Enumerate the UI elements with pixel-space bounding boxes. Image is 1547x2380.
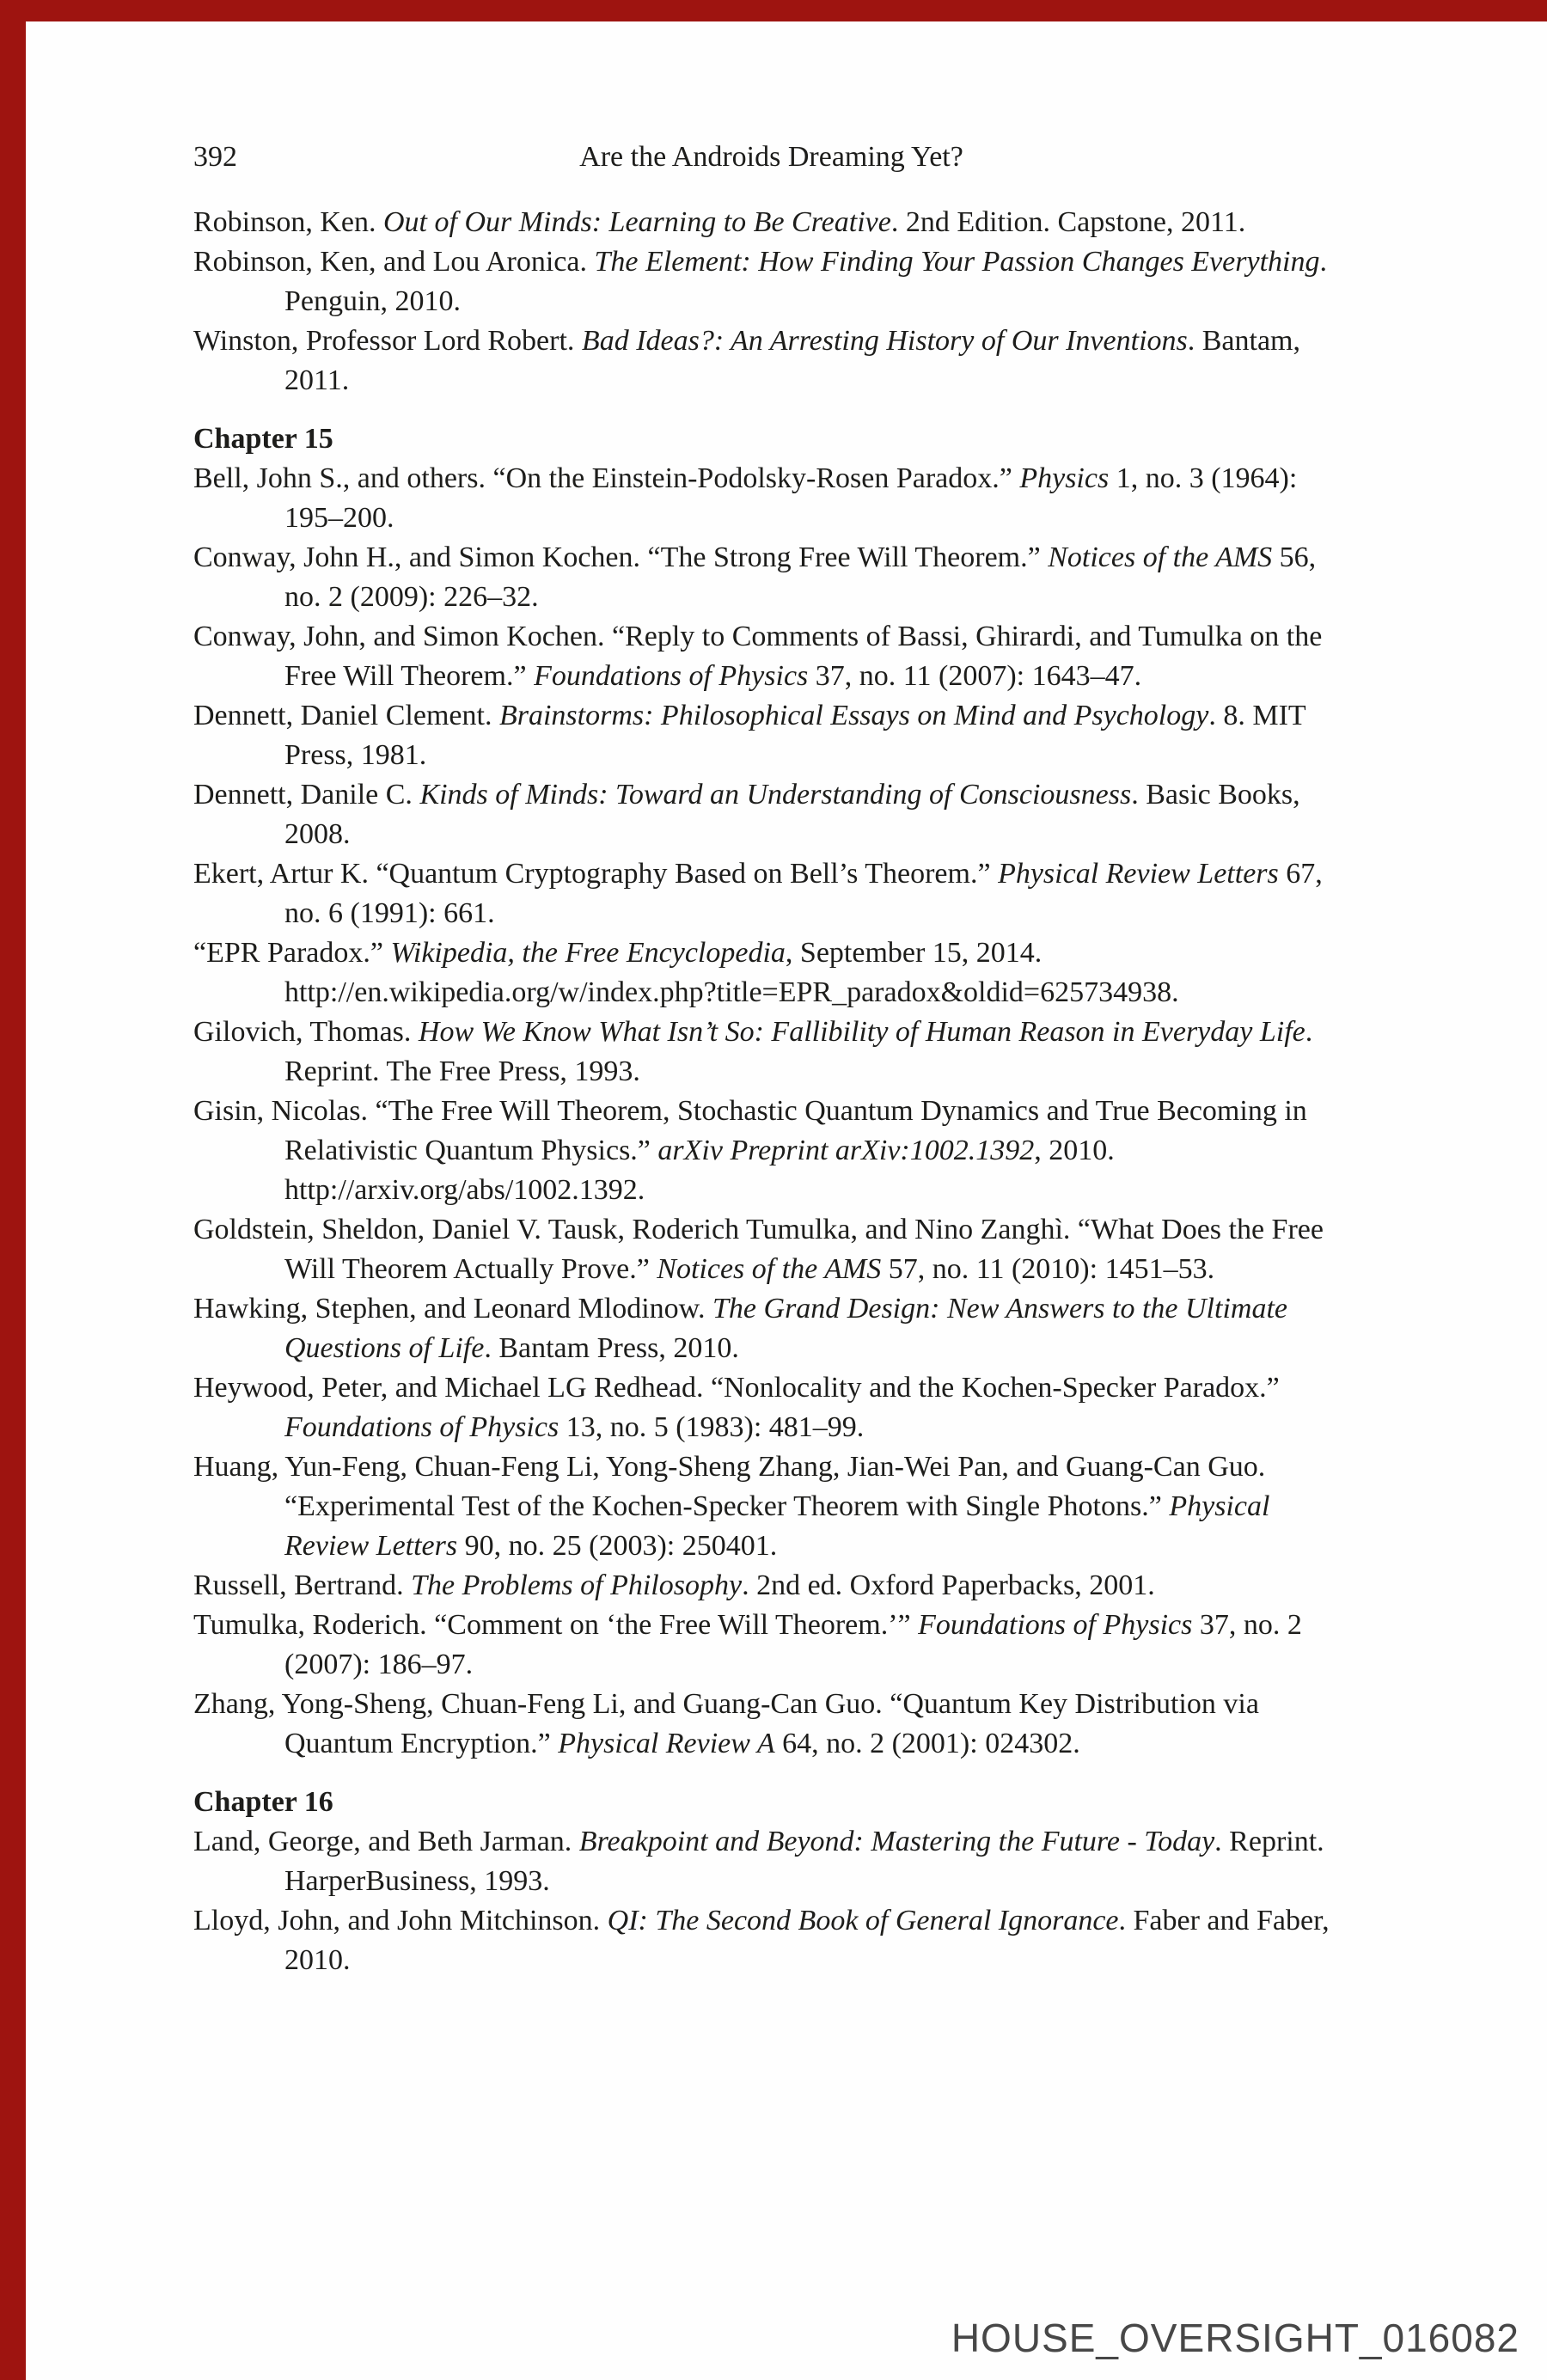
entry-text: 37, no. 11 (2007): 1643–47.	[808, 660, 1142, 692]
entry-text: Conway, John, and Simon Kochen. “Reply to Comments of Bassi, Ghirardi, and Tumulka on the Free Will Theorem.”	[193, 621, 1323, 692]
entry-title-italic: The Element: How Finding Your Passion Changes Everything	[594, 246, 1320, 278]
entry-text: Hawking, Stephen, and Leonard Mlodinow.	[193, 1293, 713, 1325]
bibliography-entry	[193, 1606, 1349, 1685]
entry-text: . 2nd ed. Oxford Paperbacks, 2001.	[742, 1569, 1155, 1601]
watermark-stamp: HOUSE_OVERSIGHT_016082	[951, 2316, 1519, 2360]
entry-title-italic: Breakpoint and Beyond: Mastering the Future - Today	[578, 1826, 1215, 1857]
entry-text: . 2nd Edition. Capstone, 2011.	[890, 206, 1246, 238]
bibliography-entry	[193, 1901, 1349, 1980]
running-title: Are the Androids Dreaming Yet?	[579, 141, 963, 173]
entry-title-italic: Brainstorms: Philosophical Essays on Mind and Psychology	[498, 700, 1209, 731]
chapter-heading: Chapter 15	[193, 423, 333, 455]
bibliography-entry	[193, 1685, 1349, 1764]
bibliography-entry	[193, 696, 1349, 775]
entry-title-italic: Foundations of Physics	[534, 660, 809, 692]
entry-text: Bell, John S., and others. “On the Einstein-Podolsky-Rosen Paradox.”	[193, 462, 1020, 494]
entry-text: Robinson, Ken.	[193, 206, 383, 238]
scan-edge-left	[0, 0, 26, 2380]
page-header	[193, 138, 1349, 177]
entry-text: 56, no. 2 (2009): 226–32.	[284, 541, 1317, 613]
bibliography-entry	[193, 203, 1349, 242]
entry-title-italic: Wikipedia, the Free Encyclopedia	[390, 937, 786, 969]
bibliography-entry	[193, 1210, 1349, 1289]
bibliography-entry	[193, 1822, 1349, 1901]
entry-text: 1, no. 3 (1964): 195–200.	[284, 462, 1298, 534]
entry-title-italic: Foundations of Physics	[284, 1411, 559, 1443]
entry-title-italic: Bad Ideas?: An Arresting History of Our Inventions	[581, 325, 1188, 357]
entry-text: 57, no. 11 (2010): 1451–53.	[881, 1253, 1215, 1285]
entry-text: Ekert, Artur K. “Quantum Cryptography Based on Bell’s Theorem.”	[193, 858, 999, 890]
bibliography-entry	[193, 1566, 1349, 1606]
entry-title-italic: Physical Review Letters	[998, 858, 1279, 890]
entry-text: . Basic Books, 2008.	[284, 779, 1300, 850]
entry-text: . Faber and Faber, 2010.	[284, 1905, 1330, 1976]
entry-text: 64, no. 2 (2001): 024302.	[774, 1728, 1080, 1759]
bibliography-entry	[193, 1013, 1349, 1092]
entry-text: . Bantam, 2011.	[284, 325, 1301, 396]
entry-text: Tumulka, Roderich. “Comment on ‘the Free Will Theorem.’”	[193, 1609, 919, 1641]
bibliography-entry	[193, 1368, 1349, 1447]
entry-text: Zhang, Yong-Sheng, Chuan-Feng Li, and Guang-Can Guo. “Quantum Key Distribution via Quantum Encryption.”	[193, 1688, 1259, 1759]
entry-text: “EPR Paradox.”	[193, 937, 391, 969]
entry-text: Land, George, and Beth Jarman.	[193, 1826, 579, 1857]
bibliography-entry	[193, 321, 1349, 401]
bibliography-entry	[193, 775, 1349, 854]
entry-text: Huang, Yun-Feng, Chuan-Feng Li, Yong-Sheng Zhang, Jian-Wei Pan, and Guang-Can Guo. “Experimental Test of the Kochen-Specker Theorem with Single Photons.”	[193, 1451, 1266, 1522]
entry-text: , 2010. http://arxiv.org/abs/1002.1392.	[284, 1135, 1115, 1206]
entry-text: . Reprint. HarperBusiness, 1993.	[284, 1826, 1324, 1897]
entry-text: Heywood, Peter, and Michael LG Redhead. “Nonlocality and the Kochen-Specker Paradox.”	[193, 1372, 1280, 1404]
entry-text: Gisin, Nicolas. “The Free Will Theorem, Stochastic Quantum Dynamics and True Becoming in Relativistic Quantum Physics.”	[193, 1095, 1307, 1166]
entry-title-italic: The Problems of Philosophy	[411, 1569, 743, 1601]
entry-text: Dennett, Daniel Clement.	[193, 700, 499, 731]
page-content	[193, 138, 1349, 1980]
entry-title-italic: Foundations of Physics	[918, 1609, 1193, 1641]
entry-text: 90, no. 25 (2003): 250401.	[457, 1530, 778, 1562]
chapter-heading: Chapter 16	[193, 1786, 333, 1818]
entry-title-italic: Notices of the AMS	[657, 1253, 882, 1285]
entry-title-italic: The Grand Design: New Answers to the Ultimate Questions of Life	[284, 1293, 1287, 1364]
entry-title-italic: Physical Review A	[558, 1728, 775, 1759]
entry-text: . Reprint. The Free Press, 1993.	[284, 1016, 1313, 1087]
bibliography-entry	[193, 617, 1349, 696]
entry-text: Conway, John H., and Simon Kochen. “The Strong Free Will Theorem.”	[193, 541, 1049, 573]
entry-title-italic: arXiv Preprint arXiv:1002.1392	[657, 1135, 1035, 1166]
entry-text: . Bantam Press, 2010.	[484, 1332, 739, 1364]
bibliography-entry	[193, 242, 1349, 321]
entry-text: , September 15, 2014. http://en.wikipedia.org/w/index.php?title=EPR_paradox&oldid=625734938.	[284, 937, 1179, 1008]
entry-text: Robinson, Ken, and Lou Aronica.	[193, 246, 595, 278]
entry-title-italic: Physical Review Letters	[284, 1490, 1270, 1562]
entry-text: Lloyd, John, and John Mitchinson.	[193, 1905, 608, 1936]
scan-edge-top	[0, 0, 1547, 21]
entry-text: 13, no. 5 (1983): 481–99.	[559, 1411, 865, 1443]
entry-text: Russell, Bertrand.	[193, 1569, 412, 1601]
bibliography	[193, 203, 1349, 1980]
bibliography-entry	[193, 854, 1349, 933]
bibliography-entry	[193, 459, 1349, 538]
bibliography-entry	[193, 1092, 1349, 1210]
entry-text: Goldstein, Sheldon, Daniel V. Tausk, Roderich Tumulka, and Nino Zanghì. “What Does the Free Will Theorem Actually Prove.”	[193, 1214, 1324, 1285]
entry-title-italic: Notices of the AMS	[1048, 541, 1273, 573]
entry-title-italic: Out of Our Minds: Learning to Be Creative	[383, 206, 891, 238]
bibliography-entry	[193, 538, 1349, 617]
bibliography-entry	[193, 1447, 1349, 1566]
entry-text: Gilovich, Thomas.	[193, 1016, 419, 1048]
entry-title-italic: QI: The Second Book of General Ignorance	[607, 1905, 1119, 1936]
entry-title-italic: Kinds of Minds: Toward an Understanding of Consciousness	[419, 779, 1132, 811]
bibliography-entry	[193, 933, 1349, 1013]
entry-text: 37, no. 2 (2007): 186–97.	[284, 1609, 1302, 1680]
entry-text: Dennett, Danile C.	[193, 779, 420, 811]
entry-text: 67, no. 6 (1991): 661.	[284, 858, 1323, 929]
entry-title-italic: Physics	[1019, 462, 1110, 494]
entry-title-italic: How We Know What Isn’t So: Fallibility of Human Reason in Everyday Life	[418, 1016, 1305, 1048]
entry-text: . Penguin, 2010.	[284, 246, 1327, 317]
page-number: 392	[193, 141, 237, 173]
entry-text: Winston, Professor Lord Robert.	[193, 325, 582, 357]
entry-text: . 8. MIT Press, 1981.	[284, 700, 1306, 771]
bibliography-entry	[193, 1289, 1349, 1368]
